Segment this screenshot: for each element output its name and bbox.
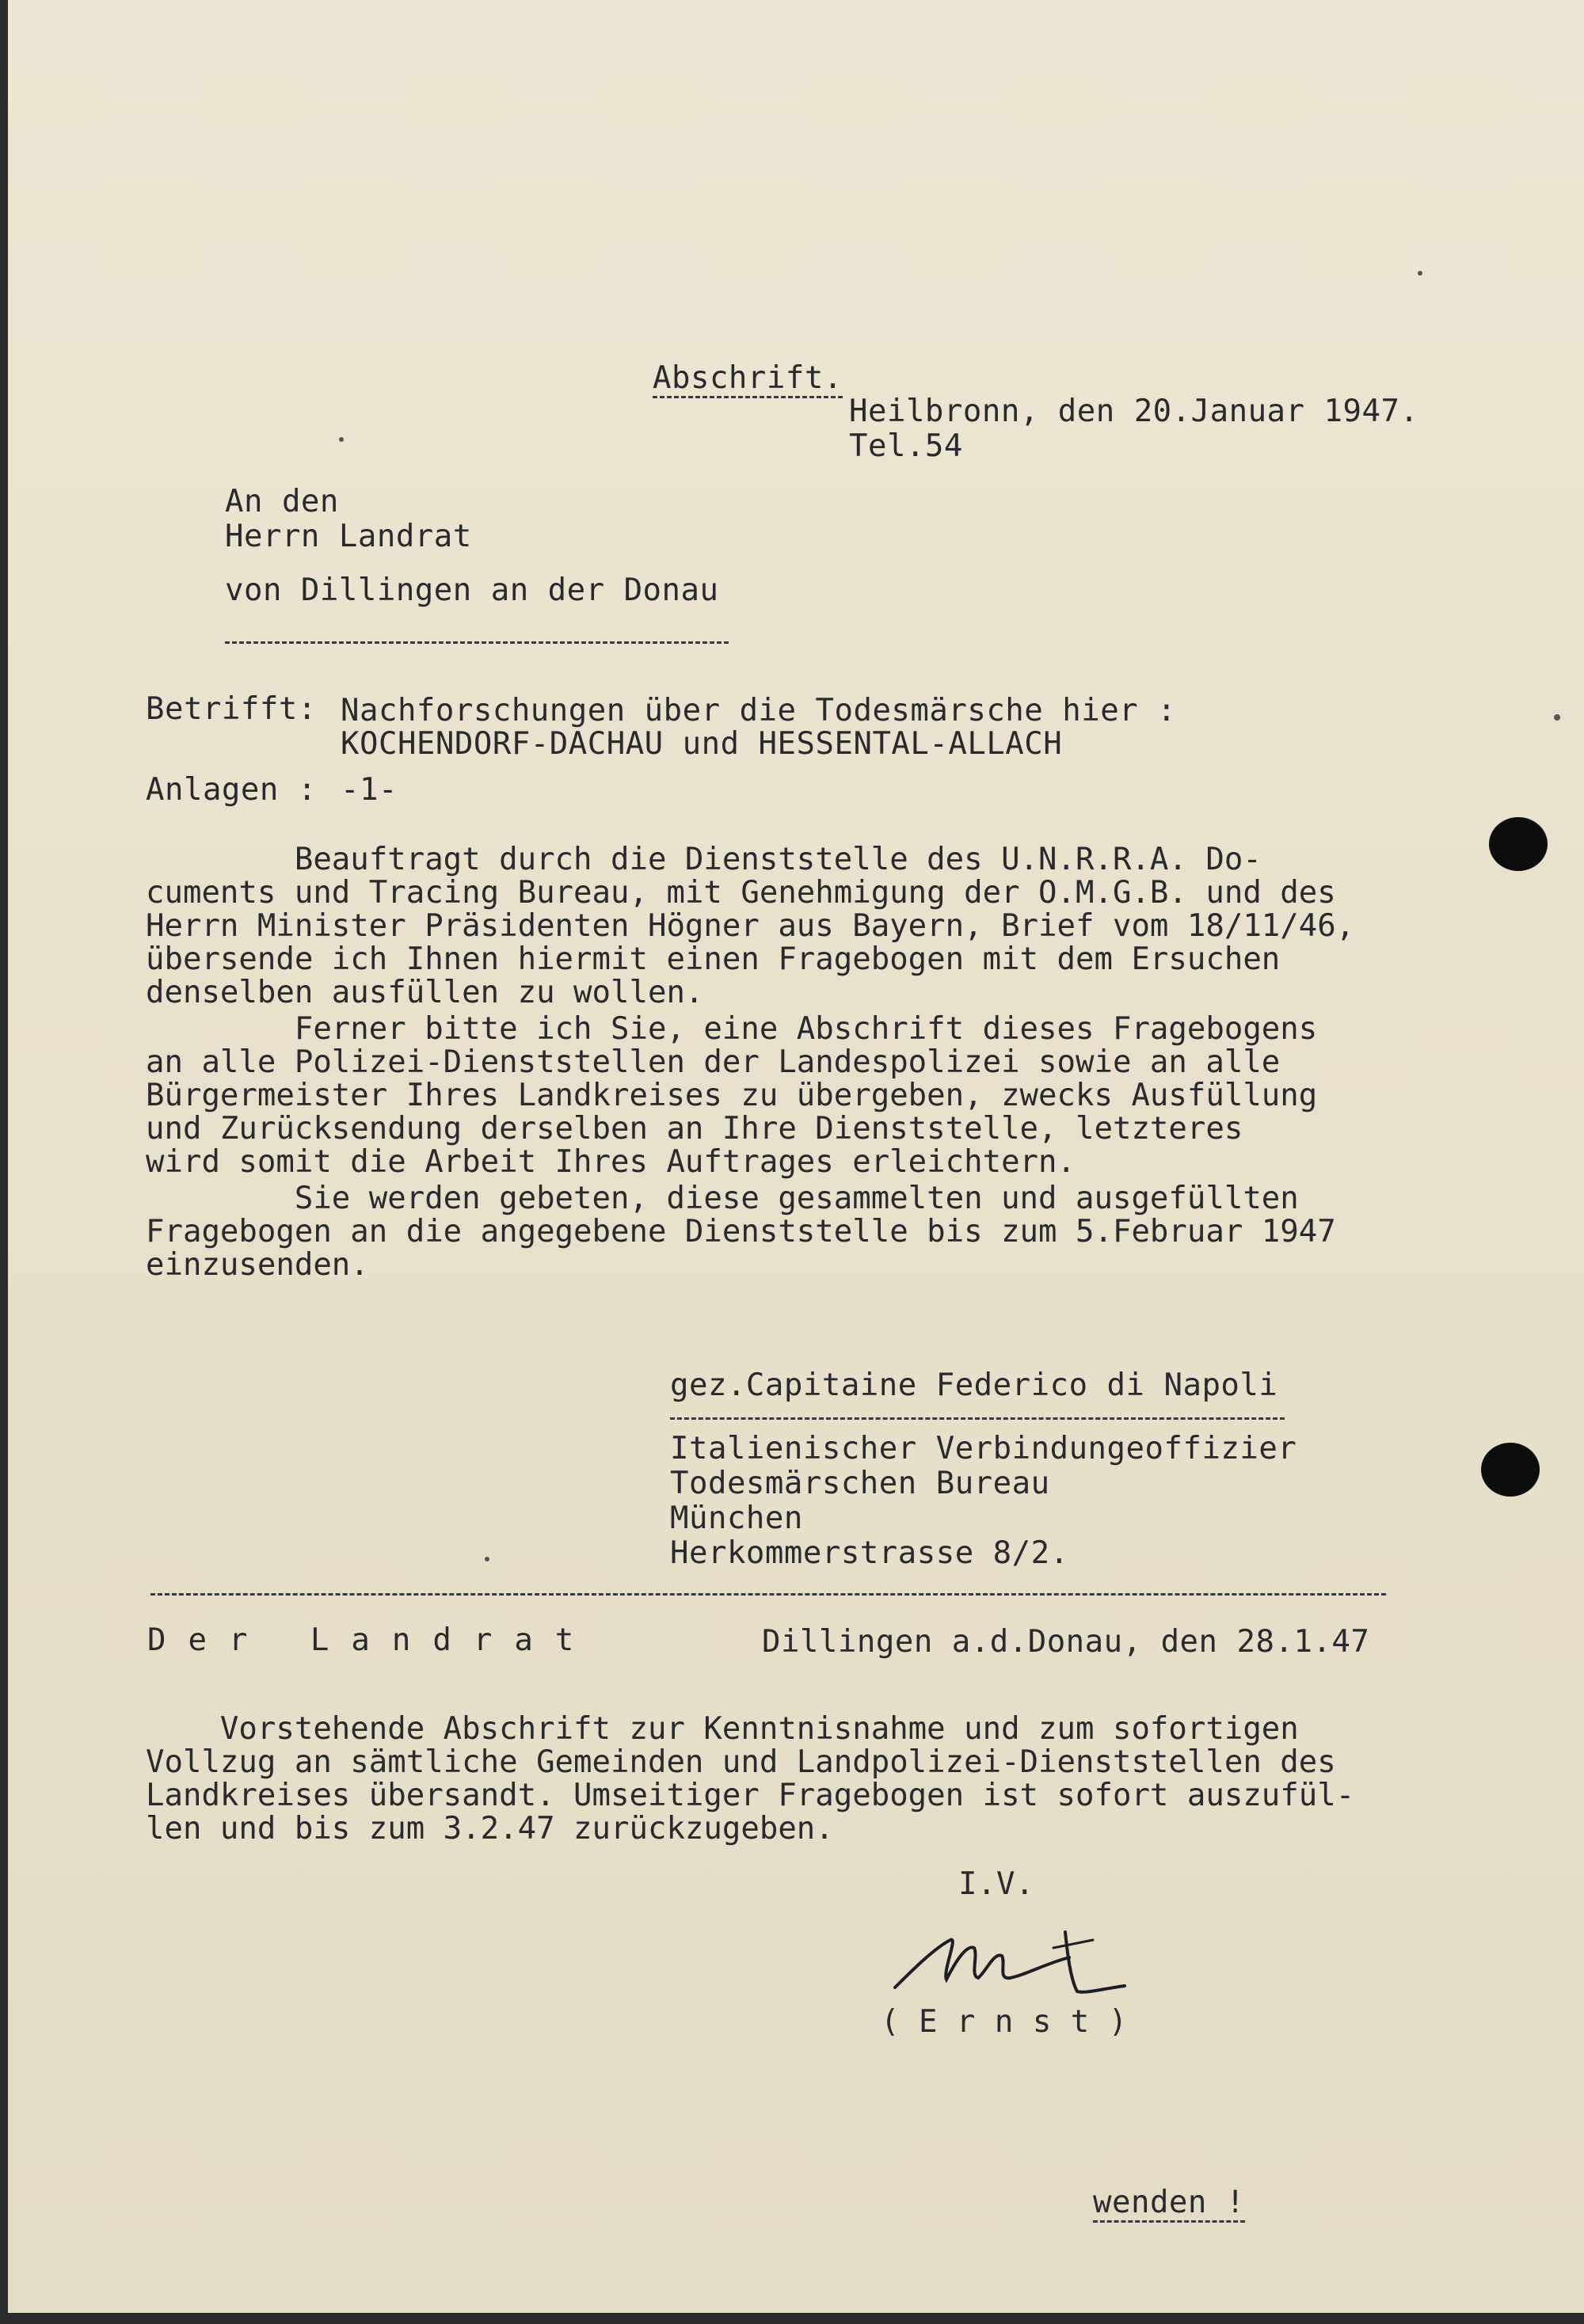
signature-org-line: München [670, 1501, 803, 1536]
section-separator [150, 1593, 1386, 1596]
recipient-rule [225, 641, 729, 644]
recipient-line: von Dillingen an der Donau [225, 572, 719, 608]
telephone: Tel.54 [849, 428, 963, 464]
body-line: Sie werden gebeten, diese gesammelten und ausgefüllten [146, 1181, 1299, 1216]
body-line: Herrn Minister Präsidenten Högner aus Bayern, Brief vom 18/11/46, [146, 908, 1355, 944]
body-line: Bürgermeister Ihres Landkreises zu übergeben, zwecks Ausfüllung [146, 1078, 1318, 1113]
subject-label: Betrifft: [146, 691, 317, 727]
turn-over-note: wenden ! [1093, 2185, 1245, 2223]
signer-name: ( E r n s t ) [881, 2004, 1128, 2040]
attachments-value: -1- [341, 772, 398, 808]
iv-mark: I.V. [958, 1866, 1034, 1902]
signature-org-line: Todesmärschen Bureau [670, 1466, 1050, 1501]
body-line: Beauftragt durch die Dienststelle des U.N.R.R.A. Do- [146, 842, 1262, 877]
signature-rule [670, 1417, 1285, 1420]
subject-line: Nachforschungen über die Todesmärsche hier : [341, 693, 1177, 728]
speck [1554, 714, 1560, 721]
body-line: denselben ausfüllen zu wollen. [146, 975, 704, 1010]
punch-hole-bottom [1481, 1443, 1540, 1497]
speck [339, 437, 344, 442]
body-line: an alle Polizei-Dienststellen der Landespolizei sowie an alle [146, 1044, 1281, 1080]
signature-org-line: Italienischer Verbindungeoffizier [670, 1431, 1297, 1466]
punch-hole-top [1489, 817, 1548, 871]
endorsement-line: Vorstehende Abschrift zur Kenntnisnahme und zum sofortigen [146, 1711, 1299, 1747]
signature-org-line: Herkommerstrasse 8/2. [670, 1535, 1069, 1571]
endorsement-line: Vollzug an sämtliche Gemeinden und Landpolizei-Dienststellen des [146, 1744, 1336, 1780]
scan-border-bottom [0, 2313, 1584, 2324]
body-line: einzusenden. [146, 1247, 369, 1283]
recipient-line: An den [225, 484, 339, 519]
speck [1418, 271, 1422, 276]
endorsement-place-date: Dillingen a.d.Donau, den 28.1.47 [762, 1624, 1370, 1660]
body-line: übersende ich Ihnen hiermit einen Fragebogen mit dem Ersuchen [146, 941, 1281, 977]
attachments-label: Anlagen : [146, 772, 317, 808]
document-heading: Abschrift. [653, 361, 843, 398]
endorsement-line: len und bis zum 3.2.47 zurückzugeben. [146, 1811, 834, 1847]
subject-line: KOCHENDORF-DACHAU und HESSENTAL-ALLACH [341, 726, 1063, 762]
scan-border-left [0, 0, 8, 2324]
signature-name: gez.Capitaine Federico di Napoli [670, 1367, 1278, 1403]
endorsement-sender: Der Landrat [147, 1622, 596, 1658]
handwritten-signature [887, 1916, 1140, 2003]
recipient-line: Herrn Landrat [225, 519, 472, 554]
body-line: Fragebogen an die angegebene Dienststelle bis zum 5.Februar 1947 [146, 1214, 1336, 1249]
body-line: cuments und Tracing Bureau, mit Genehmigung der O.M.G.B. und des [146, 875, 1336, 911]
endorsement-line: Landkreises übersandt. Umseitiger Fragebogen ist sofort auszufül- [146, 1778, 1355, 1813]
body-line: wird somit die Arbeit Ihres Auftrages erleichtern. [146, 1144, 1076, 1180]
speck [485, 1557, 489, 1561]
body-line: Ferner bitte ich Sie, eine Abschrift dieses Fragebogens [146, 1011, 1318, 1047]
body-line: und Zurücksendung derselben an Ihre Dienststelle, letzteres [146, 1111, 1243, 1147]
place-date: Heilbronn, den 20.Januar 1947. [849, 394, 1419, 429]
